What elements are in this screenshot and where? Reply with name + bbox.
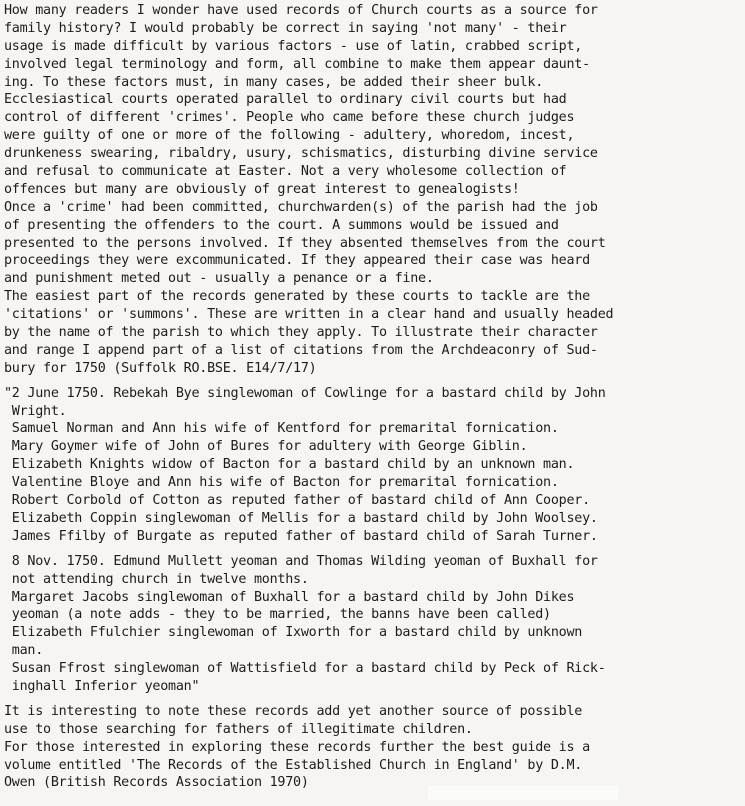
text-line: The easiest part of the records generated by these courts to tackle are the (4, 289, 590, 305)
text-line: 'citations' or 'summons'. These are written in a clear hand and usually headed (4, 307, 614, 323)
text-line: Samuel Norman and Ann his wife of Kentford for premarital fornication. (4, 421, 559, 437)
text-line: It is interesting to note these records add yet another source of possible (4, 703, 583, 719)
text-line: Robert Corbold of Cotton as reputed father of bastard child of Ann Cooper. (4, 493, 590, 509)
citations-november-paragraph (4, 553, 741, 696)
text-line: Elizabeth Knights widow of Bacton for a bastard child by an unknown man. (4, 457, 575, 473)
text-line: were guilty of one or more of the following - adultery, whoredom, incest, (4, 128, 575, 144)
text-line: volume entitled 'The Records of the Established Church in England' by D.M. (4, 757, 583, 773)
paper-smudge (428, 786, 618, 800)
text-line: Once a 'crime' had been committed, churchwarden(s) of the parish had the job (4, 199, 598, 215)
text-line: Susan Ffrost singlewoman of Wattisfield for a bastard child by Peck of Rick- (4, 661, 606, 677)
text-line: ing. To these factors must, in many cases, be added their sheer bulk. (4, 74, 544, 90)
text-line: For those interested in exploring these records further the best guide is a (4, 739, 590, 755)
text-line: control of different 'crimes'. People who came before these church judges (4, 110, 575, 126)
intro-paragraph (4, 2, 741, 378)
text-line: Valentine Bloye and Ann his wife of Bacton for premarital fornication. (4, 475, 559, 491)
text-line: drunkeness swearing, ribaldry, usury, schismatics, disturbing divine service (4, 146, 598, 162)
text-line: How many readers I wonder have used records of Church courts as a source for (4, 3, 598, 18)
text-line: Ecclesiastical courts operated parallel to ordinary civil courts but had (4, 92, 567, 108)
document-page (4, 2, 741, 802)
text-line: of presenting the offenders to the court. A summons would be issued and (4, 217, 559, 233)
text-line: man. (4, 643, 44, 659)
text-line: Elizabeth Ffulchier singlewoman of Ixworth for a bastard child by unknown (4, 625, 583, 641)
text-line: and refusal to communicate at Easter. Not a very wholesome collection of (4, 164, 567, 180)
text-line: use to those searching for fathers of illegitimate children. (4, 721, 473, 737)
text-line: offences but many are obviously of great interest to genealogists! (4, 181, 520, 197)
text-line: yeoman (a note adds - they to be married, the banns have been called) (4, 607, 551, 623)
text-line: not attending church in twelve months. (4, 571, 309, 587)
text-line: inghall Inferior yeoman" (4, 678, 200, 694)
text-line: Owen (British Records Association 1970) (4, 775, 309, 791)
text-line: family history? I would probably be correct in saying 'not many' - their (4, 20, 567, 36)
text-line: Margaret Jacobs singlewoman of Buxhall for a bastard child by John Dikes (4, 589, 575, 605)
text-line: and range I append part of a list of citations from the Archdeaconry of Sud- (4, 342, 598, 358)
text-line: James Ffilby of Burgate as reputed father of bastard child of Sarah Turner. (4, 528, 598, 544)
text-line: "2 June 1750. Rebekah Bye singlewoman of Cowlinge for a bastard child by John (4, 385, 606, 401)
text-line: involved legal terminology and form, all combine to make them appear daunt- (4, 56, 590, 72)
text-line: proceedings they were excommunicated. If they appeared their case was heard (4, 253, 590, 269)
text-line: Mary Goymer wife of John of Bures for adultery with George Giblin. (4, 439, 528, 455)
text-line: 8 Nov. 1750. Edmund Mullett yeoman and Thomas Wilding yeoman of Buxhall for (4, 553, 598, 569)
text-line: bury for 1750 (Suffolk RO.BSE. E14/7/17) (4, 360, 317, 376)
citations-june-paragraph (4, 385, 741, 546)
text-line: by the name of the parish to which they apply. To illustrate their character (4, 325, 598, 341)
text-line: usage is made difficult by various factors - use of latin, crabbed script, (4, 38, 583, 54)
text-line: presented to the persons involved. If they absented themselves from the court (4, 235, 606, 251)
text-line: Wright. (4, 403, 67, 419)
text-line: and punishment meted out - usually a penance or a fine. (4, 271, 434, 287)
closing-paragraph (4, 703, 741, 792)
text-line: Elizabeth Coppin singlewoman of Mellis for a bastard child by John Woolsey. (4, 510, 598, 526)
